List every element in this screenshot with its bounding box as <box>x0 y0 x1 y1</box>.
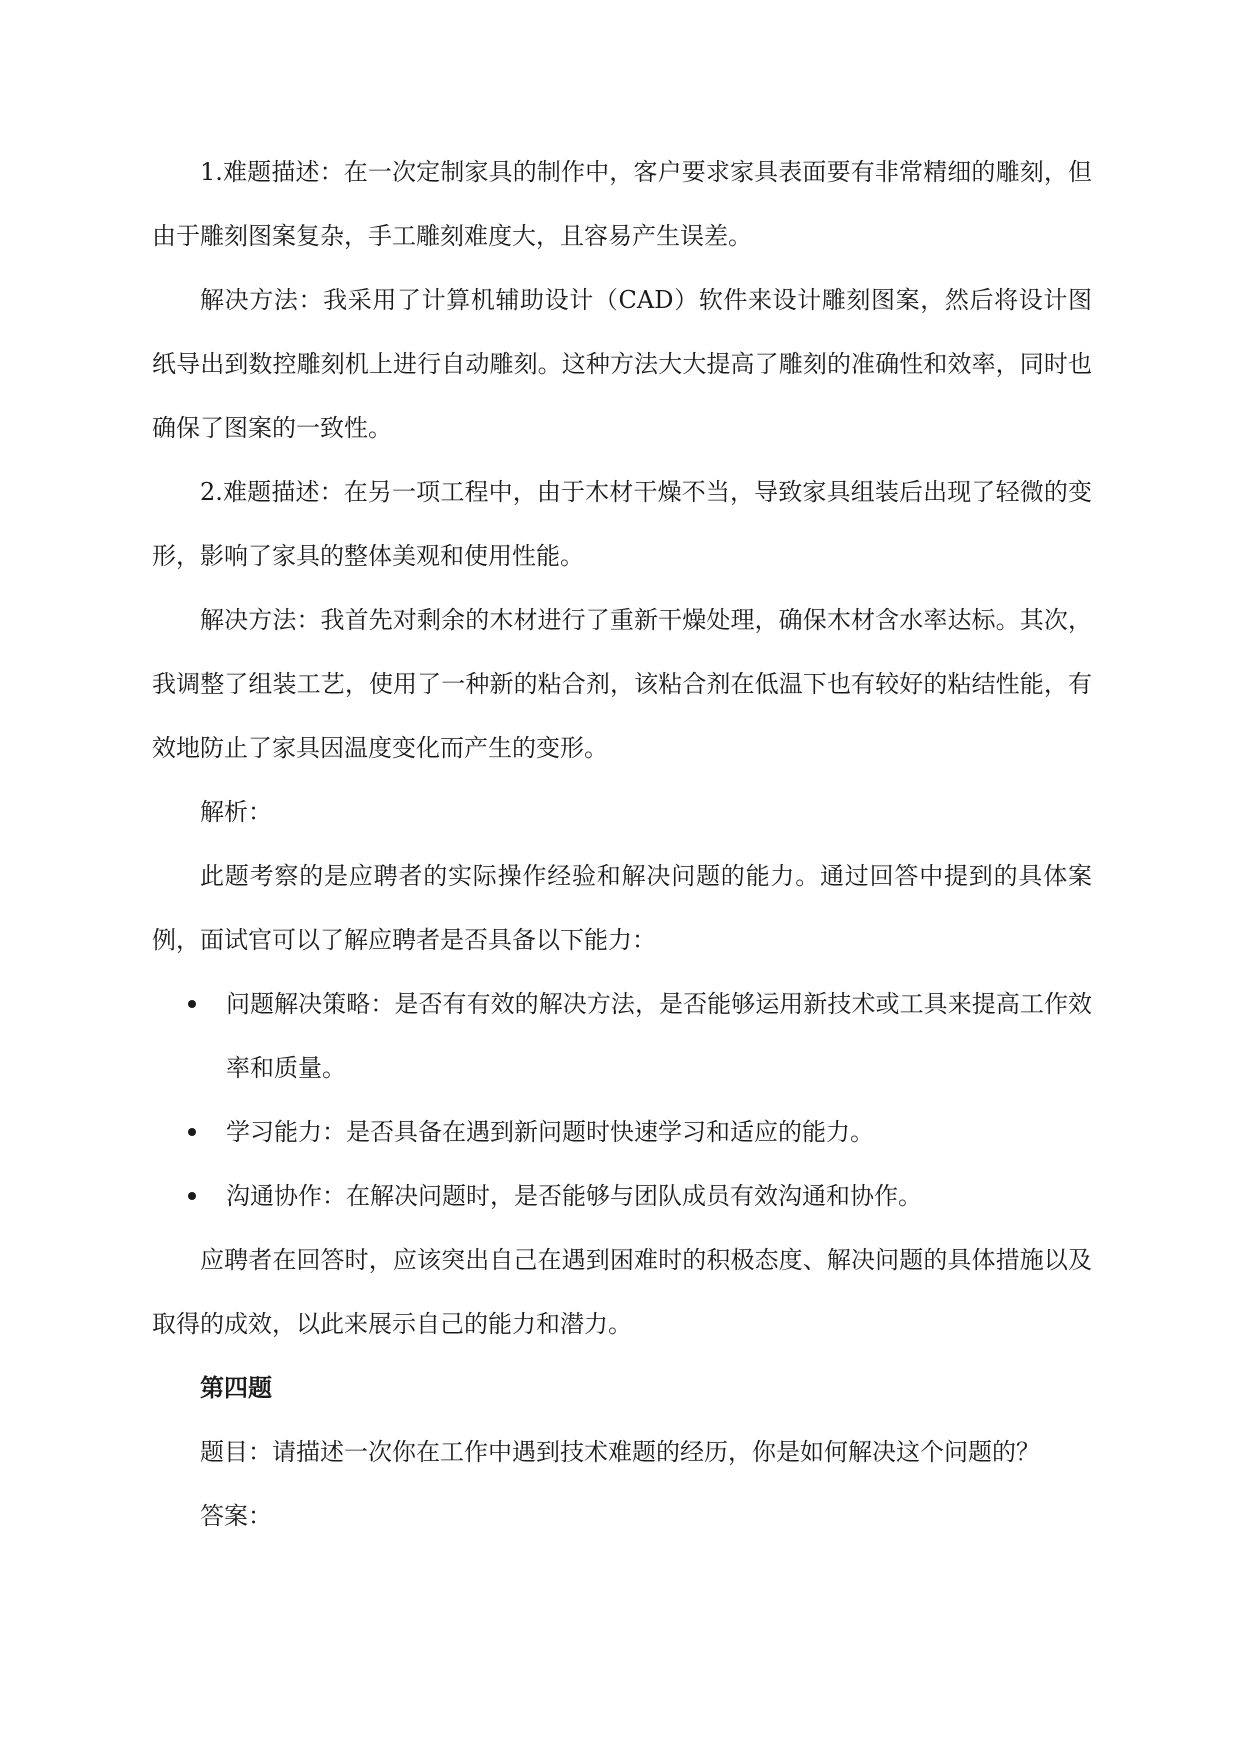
solution-2: 解决方法：我首先对剩余的木材进行了重新干燥处理，确保木材含水率达标。其次，我调整了组装工艺，使用了一种新的粘合剂，该粘合剂在低温下也有较好的粘结性能，有效地防止了家具因温度变化而产生的变形。 <box>152 606 1092 762</box>
difficulty-1-description: 1.难题描述：在一次定制家具的制作中，客户要求家具表面要有非常精细的雕刻，但由于雕刻图案复杂，手工雕刻难度大，且容易产生误差。 <box>152 158 1092 250</box>
list-item-text: 学习能力：是否具备在遇到新问题时快速学习和适应的能力。 <box>226 1118 874 1146</box>
document-page <box>152 140 1092 1548</box>
conclusion-text: 应聘者在回答时，应该突出自己在遇到困难时的积极态度、解决问题的具体措施以及取得的成效，以此来展示自己的能力和潜力。 <box>152 1246 1092 1338</box>
analysis-text: 此题考察的是应聘者的实际操作经验和解决问题的能力。通过回答中提到的具体案例，面试官可以了解应聘者是否具备以下能力： <box>152 862 1092 954</box>
bullet-icon <box>188 1192 196 1200</box>
list-item-text: 沟通协作：在解决问题时，是否能够与团队成员有效沟通和协作。 <box>226 1182 922 1210</box>
bullet-icon <box>188 1128 196 1136</box>
difficulty-2-description: 2.难题描述：在另一项工程中，由于木材干燥不当，导致家具组装后出现了轻微的变形，影响了家具的整体美观和使用性能。 <box>152 478 1092 570</box>
answer-label: 答案： <box>200 1502 272 1530</box>
section-heading: 第四题 <box>200 1374 272 1402</box>
question-text: 题目：请描述一次你在工作中遇到技术难题的经历，你是如何解决这个问题的？ <box>200 1438 1040 1466</box>
list-item-text: 问题解决策略：是否有有效的解决方法，是否能够运用新技术或工具来提高工作效率和质量。 <box>226 990 1092 1082</box>
list-item <box>152 1100 1092 1164</box>
solution-1: 解决方法：我采用了计算机辅助设计（CAD）软件来设计雕刻图案，然后将设计图纸导出到数控雕刻机上进行自动雕刻。这种方法大大提高了雕刻的准确性和效率，同时也确保了图案的一致性。 <box>152 286 1092 442</box>
list-item <box>152 1164 1092 1228</box>
analysis-label: 解析： <box>200 798 272 826</box>
ability-list <box>152 972 1092 1228</box>
bullet-icon <box>188 1000 196 1008</box>
list-item <box>152 972 1092 1100</box>
